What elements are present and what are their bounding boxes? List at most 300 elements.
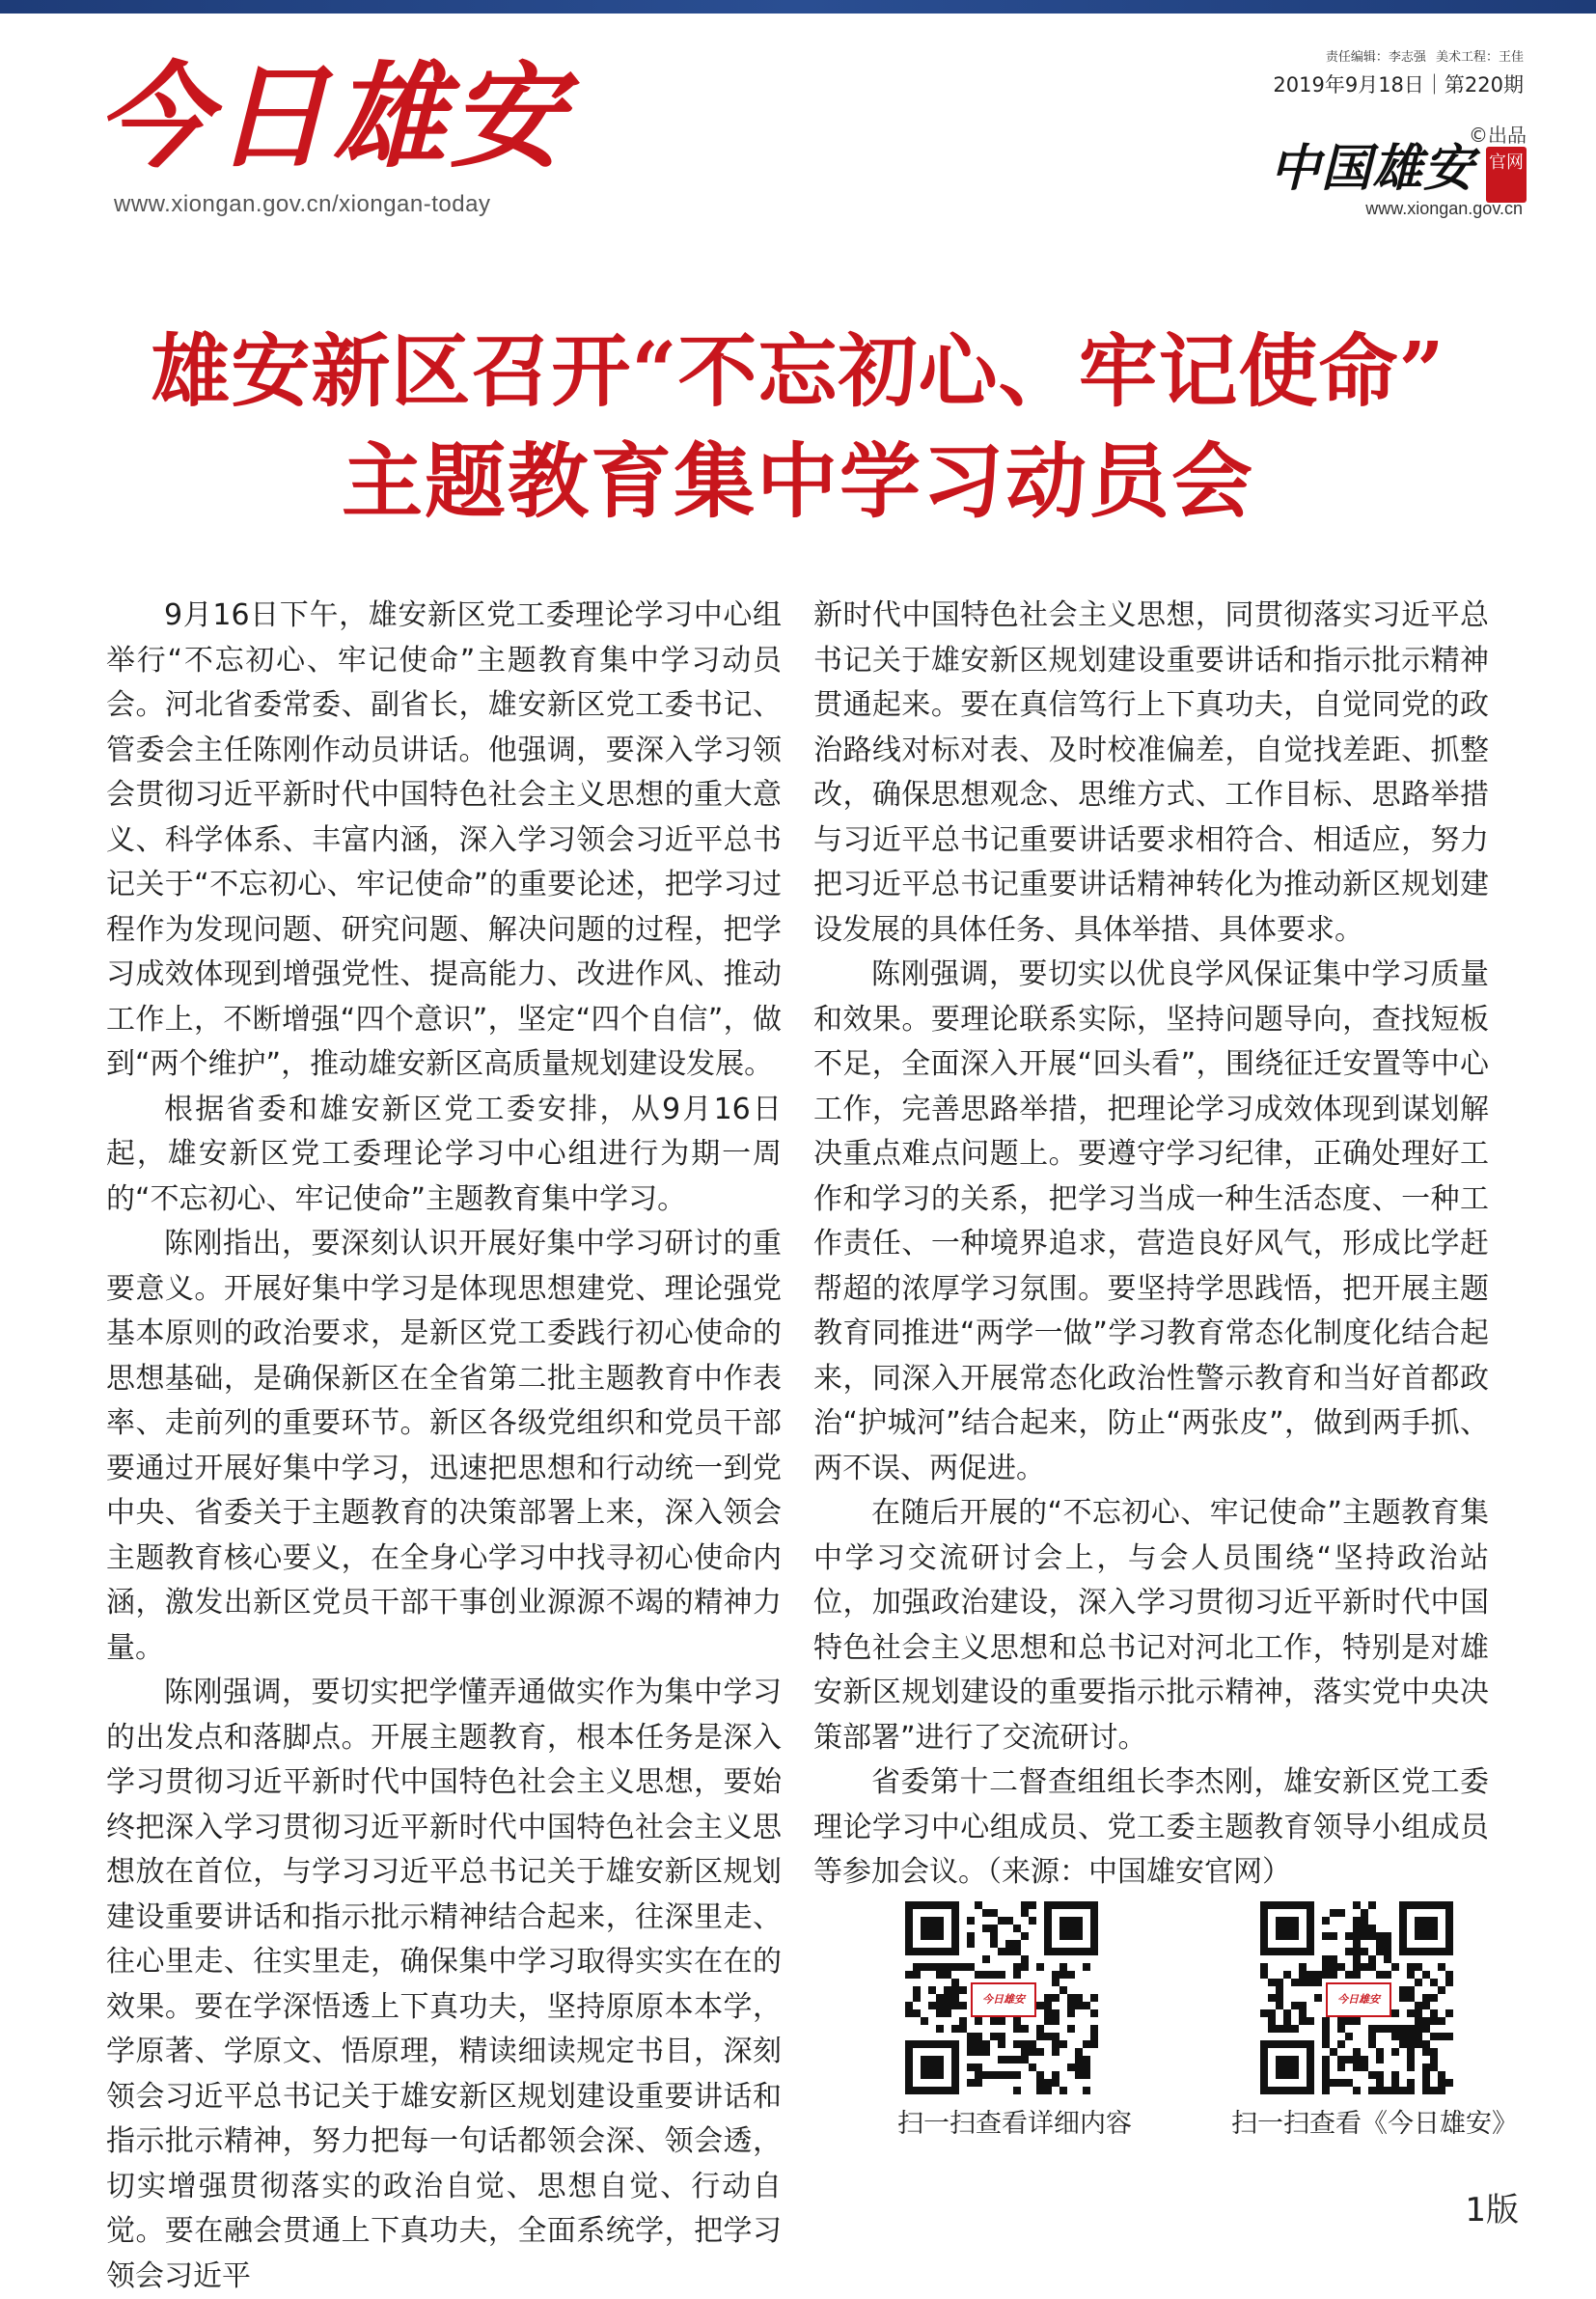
qr-module [1075,2002,1083,2009]
qr-module [1322,1917,1330,1925]
qr-caption-detail: 扫一扫查看详细内容 [897,2109,1132,2139]
qr-module [1059,1971,1067,1979]
qr-module [1021,2025,1029,2033]
paragraph: 新时代中国特色社会主义思想，同贯彻落实习近平总书记关于雄安新区规划建设重要讲话和指示批示精神贯通起来。要在真信笃行上下真功夫，自觉同党的政治路线对标对表、及时校准偏差，自觉找差距、抓整改，确保思想观念、思维方式、工作目标、思路举措与习近平总书记重要讲话要求相符合、相适应，努力把习近平总书记重要讲话精神转化为推动新区规划建设发展的具体任务、具体举措、具体要求。 [813,598,1489,947]
qr-module [1052,2040,1059,2048]
qr-module [998,1971,1005,1979]
qr-module [1415,1963,1422,1971]
qr-module [1322,2040,1330,2048]
qr-module [1268,2009,1276,2017]
qr-module [1330,1909,1337,1917]
qr-module [1021,2048,1029,2056]
qr-module [1052,2079,1059,2087]
qr-module [1083,2071,1090,2079]
qr-module [1438,1986,1445,1994]
qr-module [998,2033,1005,2040]
qr-finder-square [921,1917,944,1940]
qr-module [944,1986,951,1994]
qr-module [1422,2025,1430,2033]
qr-module [1438,1963,1445,1971]
qr-module [1399,2087,1407,2094]
qr-module [1361,1917,1368,1925]
qr-module [1445,1979,1453,1986]
qr-module [1353,1948,1361,1955]
qr-module [1090,2033,1098,2040]
qr-module [1299,1963,1307,1971]
qr-module [1353,1917,1361,1925]
qr-module [951,2025,959,2033]
qr-module [1391,2087,1399,2094]
qr-module [1337,2025,1345,2033]
qr-module [1083,2056,1090,2064]
qr-module [1407,2025,1415,2033]
qr-module [1322,2071,1330,2079]
qr-code-detail[interactable] [905,1901,1098,2094]
qr-module [1438,2071,1445,2079]
qr-module [998,2040,1005,2048]
qr-module [990,2071,998,2079]
qr-module [1422,1994,1430,2002]
qr-module [1005,2056,1013,2064]
qr-module [1353,1940,1361,1948]
qr-module [967,2033,975,2040]
qr-module [1391,2025,1399,2033]
qr-module [1361,1963,1368,1971]
qr-module [1422,2071,1430,2079]
qr-module [1083,2040,1090,2048]
qr-module [1376,2071,1384,2079]
qr-module [1368,1955,1376,1963]
qr-module [1299,2002,1307,2009]
qr-module [951,1963,959,1971]
headline-line-1: 雄安新区召开“不忘初心、牢记使命” [151,325,1445,418]
qr-module [1422,1971,1430,1979]
issue-date: 2019年9月18日｜第220期 [1273,73,1524,97]
qr-module [1090,1994,1098,2002]
qr-module [1013,2025,1021,2033]
qr-module [1415,2033,1422,2040]
qr-module [1322,2064,1330,2071]
article-column-left [106,594,782,2299]
qr-module [967,1917,975,1925]
qr-module [1283,2025,1291,2033]
partner-seal: 官网 [1486,147,1527,203]
qr-module [998,2017,1005,2025]
qr-module [1399,1986,1407,1994]
qr-module [1407,2087,1415,2094]
qr-module [1407,2033,1415,2040]
qr-module [1021,1901,1029,1909]
qr-module [990,1909,998,1917]
qr-module [1013,2017,1021,2025]
page-number: 1版 [1465,2191,1519,2230]
qr-module [1415,2002,1422,2009]
qr-module [1307,1979,1314,1986]
qr-module [1376,2079,1384,2087]
qr-module [1067,2064,1075,2071]
qr-module [1044,2033,1052,2040]
qr-module [1052,2009,1059,2017]
qr-module [1013,1940,1021,1948]
qr-module [1013,2056,1021,2064]
qr-module [1353,2056,1361,2064]
qr-module [1422,2040,1430,2048]
qr-module [1361,1909,1368,1917]
qr-module [1391,2071,1399,2079]
qr-module [1345,1971,1353,1979]
qr-module [1353,1901,1361,1909]
qr-module [1090,2025,1098,2033]
art-label: 美术工程：王佳 [1435,50,1524,65]
qr-module [1036,2025,1044,2033]
qr-module [1322,2025,1330,2033]
qr-module [1029,2048,1036,2056]
paragraph: 省委第十二督查组组长李杰刚，雄安新区党工委理论学习中心组成员、党工委主题教育领导小组成员等参加会议。（来源：中国雄安官网） [813,1765,1489,1889]
qr-module [1029,2040,1036,2048]
qr-module [913,1986,921,1994]
qr-module [951,1994,959,2002]
qr-module [936,1963,944,1971]
qr-finder-square [1415,1917,1438,1940]
qr-module [1407,2040,1415,2048]
qr-module [1044,2017,1052,2025]
qr-module [905,2009,913,2017]
qr-module [1422,2079,1430,2087]
qr-module [913,1994,921,2002]
qr-module [982,1971,990,1979]
qr-module [1075,2056,1083,2064]
qr-module [1307,2017,1314,2025]
qr-module [1422,2017,1430,2025]
qr-module [1083,2087,1090,2094]
qr-module [1345,2056,1353,2064]
qr-module [1407,2079,1415,2087]
qr-module [1430,1994,1438,2002]
qr-module [982,1909,990,1917]
qr-module [1376,1948,1384,1955]
qr-module [1430,2064,1438,2071]
qr-module [928,1986,936,1994]
qr-module [959,1963,967,1971]
qr-module [1021,2056,1029,2064]
qr-module [1353,1925,1361,1932]
qr-module [944,1994,951,2002]
qr-module [1337,2040,1345,2048]
paragraph: 陈刚指出，要深刻认识开展好集中学习研讨的重要意义。开展好集中学习是体现思想建党、理论强党基本原则的政治要求，是新区党工委践行初心使命的思想基础，是确保新区在全省第二批主题教育中作表率、走前列的重要环节。新区各级党组织和党员干部要通过开展好集中学习，迅速把思想和行动统一到党中央、省委关于主题教育的决策部署上来，深入领会主题教育核心要义，在全身心学习中找寻初心使命内涵，激发出新区党员干部干事创业源源不竭的精神力量。 [106,1227,782,1665]
qr-module [1438,2079,1445,2087]
qr-module [1314,1994,1322,2002]
qr-module [936,2009,944,2017]
headline-line-2: 主题教育集中学习动员会 [341,433,1254,529]
qr-module [1391,2033,1399,2040]
qr-module [1415,2025,1422,2033]
qr-module [1330,2048,1337,2056]
qr-module [936,2025,944,2033]
qr-module [1036,1963,1044,1971]
qr-module [998,2071,1005,2079]
qr-module [1445,2033,1453,2040]
qr-module [905,2002,913,2009]
qr-module [1013,1948,1021,1955]
qr-module [1368,2040,1376,2048]
qr-module [1422,2087,1430,2094]
copyright-note: ©出品 [1469,124,1527,147]
qr-finder-square [1276,2056,1299,2079]
qr-module [1322,1932,1330,1940]
qr-module [951,2002,959,2009]
qr-module [1376,2048,1384,2056]
qr-module [1391,2009,1399,2017]
qr-module [1052,2071,1059,2079]
qr-module [1322,2017,1330,2025]
qr-module [944,2009,951,2017]
qr-module [1422,2048,1430,2056]
qr-module [1036,2087,1044,2094]
qr-module [1368,2025,1376,2033]
editor-credits [1320,46,1524,65]
qr-module [1067,2025,1075,2033]
qr-module [982,2040,990,2048]
qr-module [1407,1994,1415,2002]
qr-module [1291,2025,1299,2033]
partner-url[interactable]: www.xiongan.gov.cn [1365,199,1523,218]
qr-module [1391,1963,1399,1971]
editor-label: 责任编辑：李志强 [1325,50,1426,65]
qr-logo-badge: 今日雄安 [1326,1982,1391,2017]
qr-module [1322,2056,1330,2064]
qr-module [975,1971,982,1979]
qr-module [1260,1963,1268,1971]
qr-module [1399,2025,1407,2033]
qr-module [1021,1963,1029,1971]
qr-module [1337,2056,1345,2064]
qr-module [1005,1917,1013,1925]
qr-module [1361,1932,1368,1940]
qr-module [1399,2033,1407,2040]
qr-module [1384,1948,1391,1955]
qr-module [1067,1994,1075,2002]
qr-module [951,1986,959,1994]
qr-logo-badge: 今日雄安 [971,1982,1036,2017]
qr-module [1052,1971,1059,1979]
qr-module [913,1971,921,1979]
qr-module [1322,1955,1330,1963]
qr-module [1330,1963,1337,1971]
qr-module [959,1986,967,1994]
qr-module [1415,1979,1422,1986]
qr-module [967,2048,975,2056]
qr-module [1029,2064,1036,2071]
qr-module [1345,1948,1353,1955]
qr-module [982,2071,990,2079]
qr-module [1438,2087,1445,2094]
qr-module [1036,2002,1044,2009]
qr-module [998,1917,1005,1925]
qr-module [1361,2064,1368,2071]
qr-module [1260,1971,1268,1979]
qr-module [1268,2025,1276,2033]
qr-module [1067,1971,1075,1979]
qr-module [1283,2017,1291,2025]
qr-module [1376,1932,1384,1940]
qr-module [1299,2009,1307,2017]
qr-module [1314,1971,1322,1979]
qr-module [967,1940,975,1948]
qr-module [1299,1971,1307,1979]
qr-module [1407,2048,1415,2056]
qr-module [1345,2033,1353,2040]
qr-module [1353,1955,1361,1963]
qr-module [1291,2002,1299,2009]
qr-module [1052,2033,1059,2040]
qr-module [1415,2009,1422,2017]
qr-module [1430,1979,1438,1986]
paragraph: 在随后开展的“不忘初心、牢记使命”主题教育集中学习交流研讨会上，与会人员围绕“坚持政治站位，加强政治建设，深入学习贯彻习近平新时代中国特色社会主义思想和总书记对河北工作，特别是对雄安新区规划建设的重要指示批示精神，落实党中央决策部署”进行了交流研讨。 [813,1496,1489,1755]
qr-module [1059,2040,1067,2048]
qr-module [1353,2017,1361,2025]
qr-module [1430,2048,1438,2056]
qr-module [1391,2079,1399,2087]
qr-module [982,1955,990,1963]
qr-module [1036,2071,1044,2079]
qr-module [1322,2033,1330,2040]
qr-module [1083,2064,1090,2071]
qr-module [928,1963,936,1971]
qr-module [990,2017,998,2025]
qr-module [1090,2009,1098,2017]
qr-module [1407,2056,1415,2064]
qr-module [1276,1986,1283,1994]
qr-module [1268,2017,1276,2025]
qr-module [990,1932,998,1940]
qr-module [1376,2087,1384,2094]
qr-module [975,2048,982,2056]
qr-module [1005,1940,1013,1948]
qr-module [1353,2087,1361,2094]
qr-module [928,2002,936,2009]
qr-module [1438,2033,1445,2040]
qr-module [1353,1971,1361,1979]
qr-code-newspaper[interactable] [1260,1901,1453,2094]
qr-module [990,1971,998,1979]
qr-module [1422,2064,1430,2071]
qr-module [1368,2071,1376,2079]
qr-module [975,2079,982,2087]
qr-module [1361,1925,1368,1932]
qr-module [1021,1932,1029,1940]
qr-module [1291,1979,1299,1986]
qr-module [1430,2087,1438,2094]
qr-module [1314,1979,1322,1986]
qr-module [1013,2040,1021,2048]
qr-module [1407,1971,1415,1979]
paragraph: 9月16日下午，雄安新区党工委理论学习中心组举行“不忘初心、牢记使命”主题教育集中学习动员会。河北省委常委、副省长，雄安新区党工委书记、管委会主任陈刚作动员讲话。他强调，要深入学习领会贯彻习近平新时代中国特色社会主义思想的重大意义、科学体系、丰富内涵，深入学习领会习近平总书记关于“不忘初心、牢记使命”的重要论述，把学习过程作为发现问题、研究问题、解决问题的过程，把学习成效体现到增强党性、提高能力、改进作风、推动工作上，不断增强“四个意识”，坚定“四个自信”，做到“两个维护”，推动雄安新区高质量规划建设发展。 [106,598,782,1081]
qr-module [1407,2064,1415,2071]
qr-module [959,2002,967,2009]
qr-module [944,2002,951,2009]
qr-module [1430,2033,1438,2040]
qr-module [1276,2002,1283,2009]
qr-module [1391,2048,1399,2056]
qr-module [1036,2033,1044,2040]
qr-module [1283,1971,1291,1979]
qr-module [1415,2040,1422,2048]
qr-module [967,1932,975,1940]
qr-module [1384,1955,1391,1963]
qr-module [1445,2009,1453,2017]
qr-module [1299,2017,1307,2025]
qr-module [1013,2087,1021,2094]
qr-module [1337,1909,1345,1917]
qr-module [1384,2025,1391,2033]
qr-module [975,2040,982,2048]
qr-module [1036,2079,1044,2087]
qr-module [1368,2033,1376,2040]
qr-module [1353,1963,1361,1971]
qr-module [1415,2017,1422,2025]
paragraph: 根据省委和雄安新区党工委安排，从9月16日起，雄安新区党工委理论学习中心组进行为期一周的“不忘初心、牢记使命”主题教育集中学习。 [106,1092,782,1216]
qr-module [1337,2079,1345,2087]
qr-module [936,1994,944,2002]
qr-module [1013,1963,1021,1971]
qr-module [1438,2017,1445,2025]
qr-module [1330,2079,1337,2087]
qr-module [1322,1971,1330,1979]
qr-module [1361,2056,1368,2064]
qr-module [1384,1940,1391,1948]
qr-finder-square [921,2056,944,2079]
qr-module [1013,1925,1021,1932]
qr-module [1376,2025,1384,2033]
paragraph: 陈刚强调，要切实以优良学风保证集中学习质量和效果。要理论联系实际，坚持问题导向，查找短板不足，全面深入开展“回头看”，围绕征迁安置等中心工作，完善思路举措，把理论学习成效体现到谋划解决重点难点问题上。要遵守学习纪律，正确处理好工作和学习的关系，把学习当成一种生活态度、一种工作责任、一种境界追求，营造良好风气，形成比学赶帮超的浓厚学习氛围。要坚持学思践悟，把开展主题教育同推进“两学一做”学习教育常态化制度化结合起来，同深入开展常态化政治性警示教育和当好首都政治“护城河”结合起来，防止“两张皮”，做到两手抓、两不误、两促进。 [813,957,1489,1485]
qr-module [1376,1940,1384,1948]
qr-caption-newspaper: 扫一扫查看《今日雄安》 [1231,2109,1518,2139]
qr-module [975,2071,982,2079]
qr-module [990,1925,998,1932]
qr-module [936,2002,944,2009]
qr-module [1307,1971,1314,1979]
qr-module [1029,1917,1036,1925]
qr-module [1005,2071,1013,2079]
qr-module [1260,2009,1268,2017]
qr-module [1337,1963,1345,1971]
qr-module [1075,2064,1083,2071]
qr-module [1445,2079,1453,2087]
qr-module [1036,2048,1044,2056]
partner-logo: 中国雄安 [1269,139,1474,198]
qr-module [1083,1963,1090,1971]
qr-module [1005,1948,1013,1955]
qr-module [1368,1932,1376,1940]
qr-module [944,1963,951,1971]
qr-module [1368,1963,1376,1971]
qr-module [1059,2087,1067,2094]
qr-module [967,2079,975,2087]
qr-module [1276,2025,1283,2033]
qr-module [936,1971,944,1979]
masthead-url[interactable]: www.xiongan.gov.cn/xiongan-today [114,191,491,217]
qr-module [1029,1901,1036,1909]
qr-module [1353,2064,1361,2071]
qr-module [1021,1955,1029,1963]
article-column-right [813,594,1489,1896]
qr-module [1299,1979,1307,1986]
qr-module [1384,1932,1391,1940]
qr-module [1083,2002,1090,2009]
qr-module [1067,2009,1075,2017]
qr-module [1368,1901,1376,1909]
qr-module [913,2009,921,2017]
